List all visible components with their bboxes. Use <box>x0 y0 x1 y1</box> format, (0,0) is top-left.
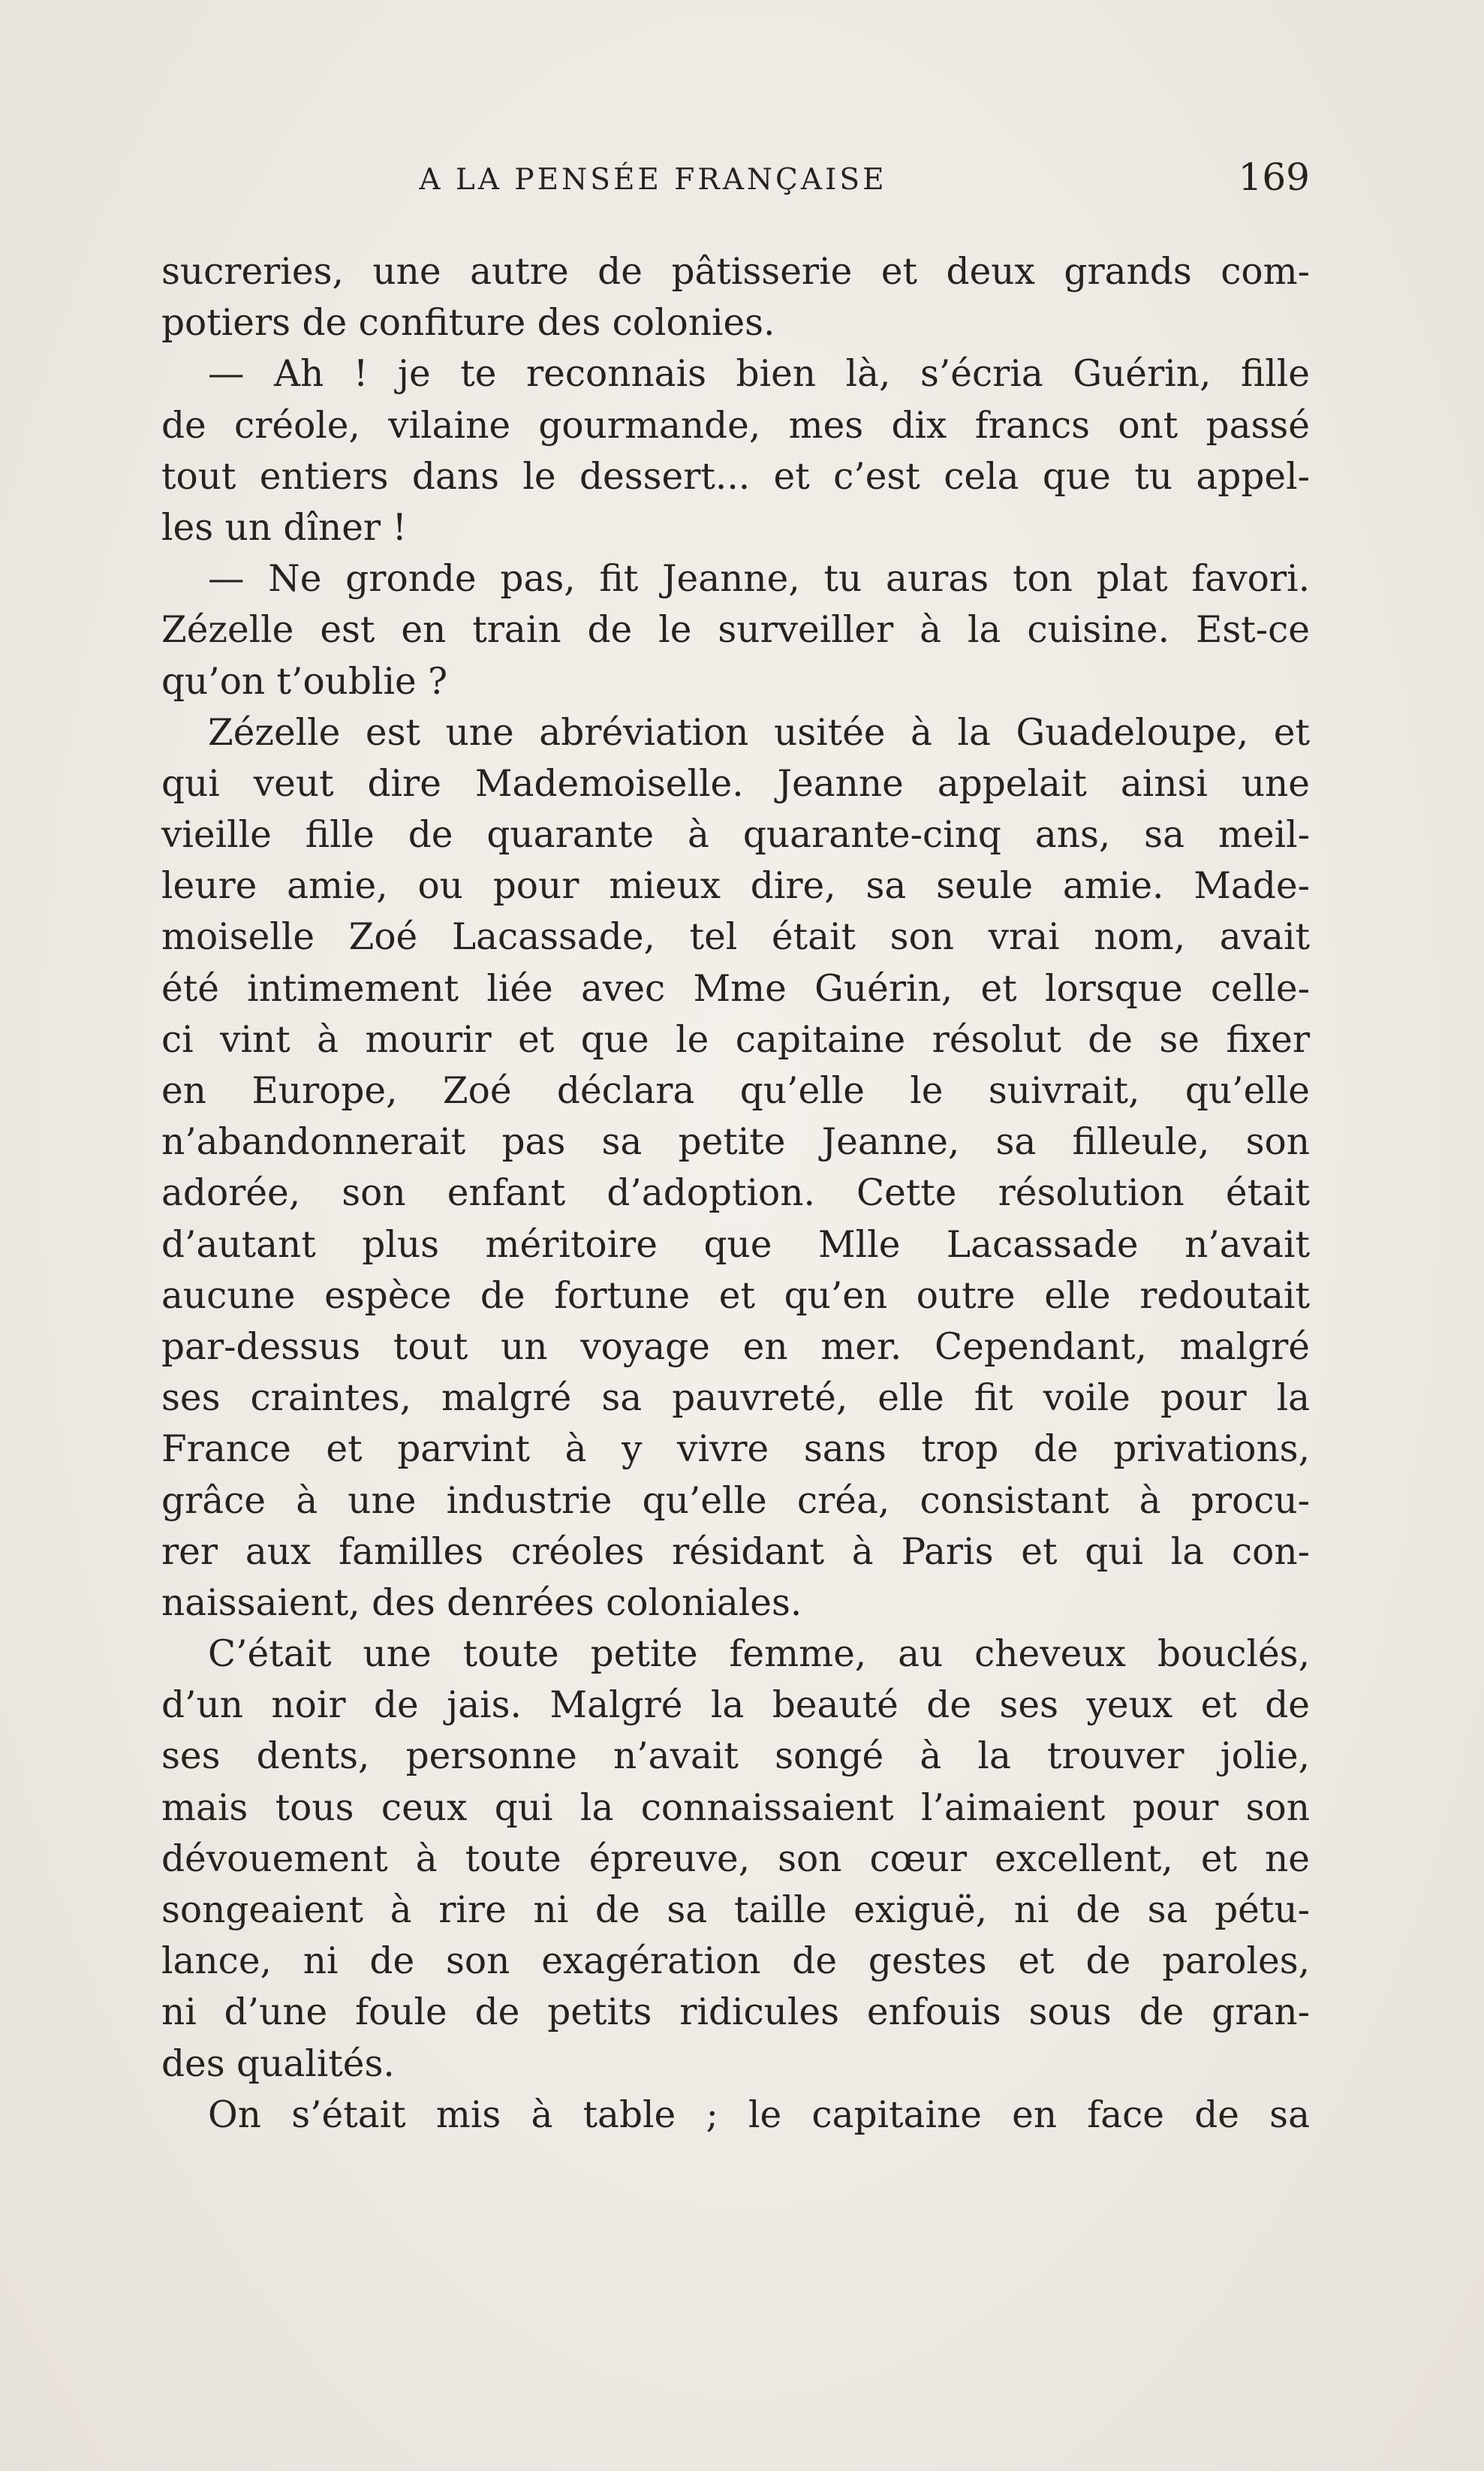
text-line: moiselle Zoé Lacassade, tel était son vrai nom, avait <box>161 916 1310 959</box>
text-line: été intimement liée avec Mme Guérin, et lorsque celle- <box>161 967 1310 1010</box>
text-line: par-dessus tout un voyage en mer. Cependant, malgré <box>161 1325 1310 1368</box>
text-line: d’un noir de jais. Malgré la beauté de ses yeux et de <box>161 1684 1310 1727</box>
running-header <box>161 154 1310 206</box>
text-line: lance, ni de son exagération de gestes et de paroles, <box>161 1940 1310 1983</box>
text-line: n’abandonnerait pas sa petite Jeanne, sa filleule, son <box>161 1121 1310 1164</box>
text-line: dévouement à toute épreuve, son cœur excellent, et ne <box>161 1837 1310 1880</box>
text-line: leure amie, ou pour mieux dire, sa seule amie. Made- <box>161 865 1310 908</box>
text-line: qu’on t’oublie ? <box>161 660 448 703</box>
text-line: potiers de confiture des colonies. <box>161 302 775 345</box>
page-number: 169 <box>1238 155 1310 199</box>
text-line: en Europe, Zoé déclara qu’elle le suivrait, qu’elle <box>161 1070 1310 1112</box>
text-line: mais tous ceux qui la connaissaient l’aimaient pour son <box>161 1786 1310 1829</box>
text-line: tout entiers dans le dessert... et c’est cela que tu appel- <box>161 455 1310 498</box>
text-line: les un dîner ! <box>161 506 407 549</box>
text-line: Zézelle est une abréviation usitée à la Guadeloupe, et <box>208 711 1310 754</box>
text-line: songeaient à rire ni de sa taille exiguë, ni de sa pétu- <box>161 1889 1310 1931</box>
text-line: grâce à une industrie qu’elle créa, consistant à procu- <box>161 1479 1310 1522</box>
body-text <box>161 246 1310 2141</box>
text-line: rer aux familles créoles résidant à Paris et qui la con- <box>161 1530 1310 1573</box>
text-line: ni d’une foule de petits ridicules enfouis sous de gran- <box>161 1991 1310 2034</box>
text-line: naissaient, des denrées coloniales. <box>161 1581 802 1624</box>
text-line: vieille fille de quarante à quarante-cinq ans, sa meil- <box>161 814 1310 857</box>
text-line: ses dents, personne n’avait songé à la trouver jolie, <box>161 1735 1310 1778</box>
text-line: ses craintes, malgré sa pauvreté, elle fit voile pour la <box>161 1377 1310 1420</box>
text-line: qui veut dire Mademoiselle. Jeanne appelait ainsi une <box>161 762 1310 805</box>
text-line: sucreries, une autre de pâtisserie et deux grands com- <box>161 251 1310 293</box>
text-line: France et parvint à y vivre sans trop de privations, <box>161 1428 1310 1471</box>
text-line: C’était une toute petite femme, au cheveux bouclés, <box>208 1633 1310 1676</box>
running-title: A LA PENSÉE FRANÇAISE <box>419 163 887 197</box>
text-line: — Ah ! je te reconnais bien là, s’écria Guérin, fille <box>208 353 1310 396</box>
text-line: adorée, son enfant d’adoption. Cette résolution était <box>161 1172 1310 1215</box>
text-line: des qualités. <box>161 2042 395 2085</box>
text-line: On s’était mis à table ; le capitaine en face de sa <box>208 2093 1310 2136</box>
text-line: ci vint à mourir et que le capitaine résolut de se fixer <box>161 1018 1310 1061</box>
text-line: Zézelle est en train de le surveiller à la cuisine. Est-ce <box>161 609 1310 652</box>
text-line: — Ne gronde pas, fit Jeanne, tu auras ton plat favori. <box>208 558 1310 601</box>
text-line: aucune espèce de fortune et qu’en outre elle redoutait <box>161 1274 1310 1317</box>
text-line: d’autant plus méritoire que Mlle Lacassade n’avait <box>161 1223 1310 1266</box>
text-line: de créole, vilaine gourmande, mes dix francs ont passé <box>161 404 1310 447</box>
